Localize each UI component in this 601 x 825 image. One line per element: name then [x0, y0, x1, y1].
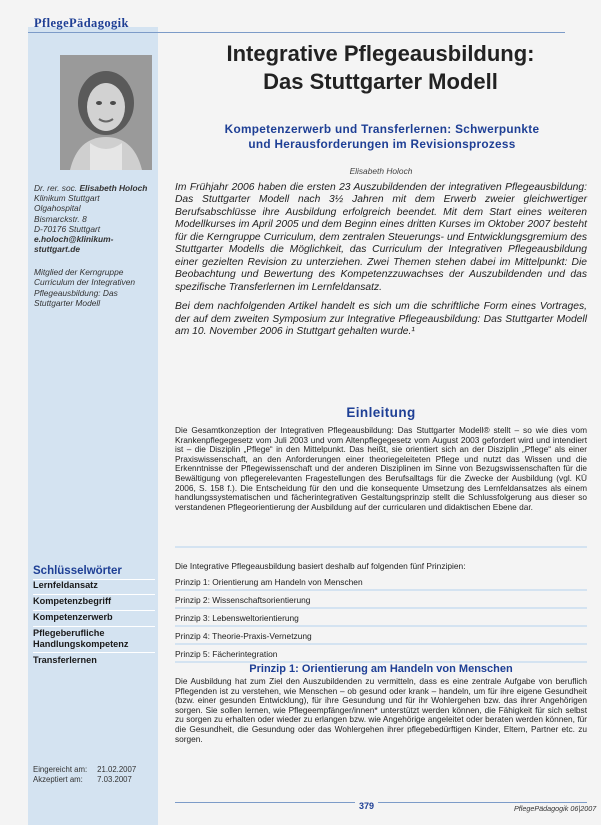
- prinzip1-paragraph: Die Ausbildung hat zum Ziel den Auszubildenden zu vermitteln, dass es eine zentrale Aufgabe von beruflich Pflegenden ist zu verstehen, wie Menschen – ob gesund oder krank – handeln, um für ihre eigene Gesundheit (bzw. einer gesunden Entwicklung), für ihre Gesundung und für ihr Wohlergehen bzw. das ihrer Angehörigen sorgen. Sie sollen lernen, wie Pflegeempfänger/innen* unterstützt werden können, die Fähigkeit für sich selbst zu sorgen zu erhalten oder wieder zu erlangen bzw. wie Angehörige angeleitet oder beraten werden können, für die Gesundheit, die Gesundung oder das Wohlergehen ihrer pflegebedürftigen Kinder, Eltern, Partner etc. zu sorgen.: [175, 676, 587, 744]
- author-membership-note: Mitglied der Kerngruppe Curriculum der Integrativen Pflegeausbildung: Das Stuttgarter Modell: [34, 267, 136, 308]
- received-label: Eingereicht am:: [33, 765, 88, 774]
- keyword-item: Lernfeldansatz: [33, 580, 98, 590]
- author-address-line: Bismarckstr. 8: [34, 213, 87, 224]
- article-abstract: [175, 182, 587, 345]
- principles-list: [175, 561, 587, 666]
- author-name: Elisabeth Holoch: [79, 183, 148, 193]
- keyword-divider: [33, 594, 155, 595]
- article-subtitle-line: und Herausforderungen im Revisionsprozess: [248, 137, 516, 151]
- article-subtitle-line: Kompetenzerwerb und Transferlernen: Schwerpunkte: [224, 122, 540, 136]
- einleitung-paragraph: Die Gesamtkonzeption der Integrativen Pflegeausbildung: Das Stuttgarter Modell® stellt – so wie dies vom Krankenpflegegesetz vom Juli 2003 und vom Altenpflegegesetz vom August 2003 gefordert wird und intendiert ist – die Disziplin „Pflege“ in den Mittelpunkt. Das heißt, sie orientiert sich an der Disziplin „Pflege“ als einer Praxiswissenschaft, an den Anforderungen einer theoriegeleiteten Pflege und nutzt das Wissen und die Erkenntnisse der Pflegewissenschaft und der anderen Disziplinen im Sinne von Bezugswissenschaften für die Bewältigung von pflegerelevanten Fragestellungen des Berufsalltags für die Zwecke der Ausbildung (vgl. KÜ 2006, S. 158 f.). Die Entscheidung für den und die konsequente Umsetzung des Lernfeldansatzes als einem handlungssystematischen und fächerintegrativen Gestaltungsprinzip stellt die Schlussfolgerung aus dieser so verstandenen Pflegeorientierung der Ausbildung auf der curricularen und didaktischen Ebene dar.: [175, 425, 587, 512]
- abstract-paragraph: Bei dem nachfolgenden Artikel handelt es sich um die schriftliche Form eines Vortrages, der auf dem zweiten Symposium zur Integrative Pflegeausbildung: Das Stuttgarter Modell am 10. November 2006 in Stuttgart gehalten wurde.¹: [175, 301, 587, 337]
- article-byline: Elisabeth Holoch: [349, 166, 413, 176]
- accepted-date: 7.03.2007: [97, 774, 132, 784]
- received-date: 21.02.2007: [97, 765, 137, 774]
- section-heading-prinzip1: Prinzip 1: Orientierung am Handeln von Menschen: [249, 663, 513, 675]
- issue-label: PflegePädagogik 06|2007: [514, 804, 597, 813]
- abstract-paragraph: Im Frühjahr 2006 haben die ersten 23 Auszubildenden der integrativen Pflegeausbildung: Das Stuttgarter Modell nach 3½ Jahren mit dem Erwerb zweier gleichwertiger Berufsabschlüsse ihre Ausbildung erfolgreich beendet. Mit dem Start eines weiteren Modellkurses im April 2005 und dem Beginn eines dritten Kurses im Oktober 2007 besteht für die Kerngruppe Curriculum, dem zentralen Steuerungs- und Entwicklungsgremium des Stuttgarter Modells die Möglichkeit, das Curriculum der Integrativen Pflegeausbildung einer gezielten Revision zu unterziehen. Zwei Themen stehen dabei im Mittelpunkt: Die Beobachtung und Bewertung des Kompetenzzuwachses der Auszubildenden und das spezifische Transferlernen im Lernfeldansatz.: [175, 182, 587, 293]
- journal-header: PflegePädagogik: [34, 16, 129, 30]
- author-portrait: [60, 55, 152, 170]
- header-rule: [28, 32, 565, 33]
- keyword-divider: [33, 626, 155, 627]
- article-title: [178, 40, 583, 96]
- principle-item: Prinzip 2: Wissenschaftsorientierung: [175, 594, 587, 609]
- section-divider: [175, 546, 587, 548]
- principle-item: Prinzip 1: Orientierung am Handeln von Menschen: [175, 576, 587, 591]
- page-number: 379: [355, 801, 378, 811]
- keyword-item: Transferlernen: [33, 655, 97, 665]
- principle-item: Prinzip 3: Lebensweltorientierung: [175, 612, 587, 627]
- author-name-line: [34, 183, 158, 193]
- section-heading-einleitung: Einleitung: [346, 405, 416, 420]
- keyword-item: Pflegeberufliche Handlungskompetenz: [33, 628, 129, 649]
- footer-rule: [175, 802, 587, 803]
- keywords-title: Schlüsselwörter: [33, 565, 122, 577]
- author-address-line: Klinikum Stuttgart: [34, 193, 100, 204]
- keyword-divider: [33, 610, 155, 611]
- author-address-line: D-70176 Stuttgart: [34, 223, 101, 234]
- author-address-line: Olgahospital: [34, 203, 81, 214]
- article-title-line: Integrative Pflegeausbildung:: [226, 41, 535, 66]
- accepted-label: Akzeptiert am:: [33, 774, 83, 784]
- keyword-item: Kompetenzerwerb: [33, 612, 113, 622]
- principles-lead: Die Integrative Pflegeausbildung basiert deshalb auf folgenden fünf Prinzipien:: [175, 561, 466, 571]
- keyword-divider: [33, 652, 155, 653]
- submission-dates: [33, 765, 146, 784]
- principle-item: Prinzip 4: Theorie-Praxis-Vernetzung: [175, 630, 587, 645]
- article-subtitle: [176, 122, 588, 152]
- portrait-image: [60, 55, 152, 170]
- author-info: [34, 183, 158, 254]
- author-email[interactable]: e.holoch@klinikum-stuttgart.de: [34, 234, 114, 255]
- article-title-line: Das Stuttgarter Modell: [263, 69, 498, 94]
- principle-item: Prinzip 5: Fächerintegration: [175, 648, 587, 663]
- author-title: Dr. rer. soc.: [34, 183, 78, 193]
- keyword-item: Kompetenzbegriff: [33, 596, 112, 606]
